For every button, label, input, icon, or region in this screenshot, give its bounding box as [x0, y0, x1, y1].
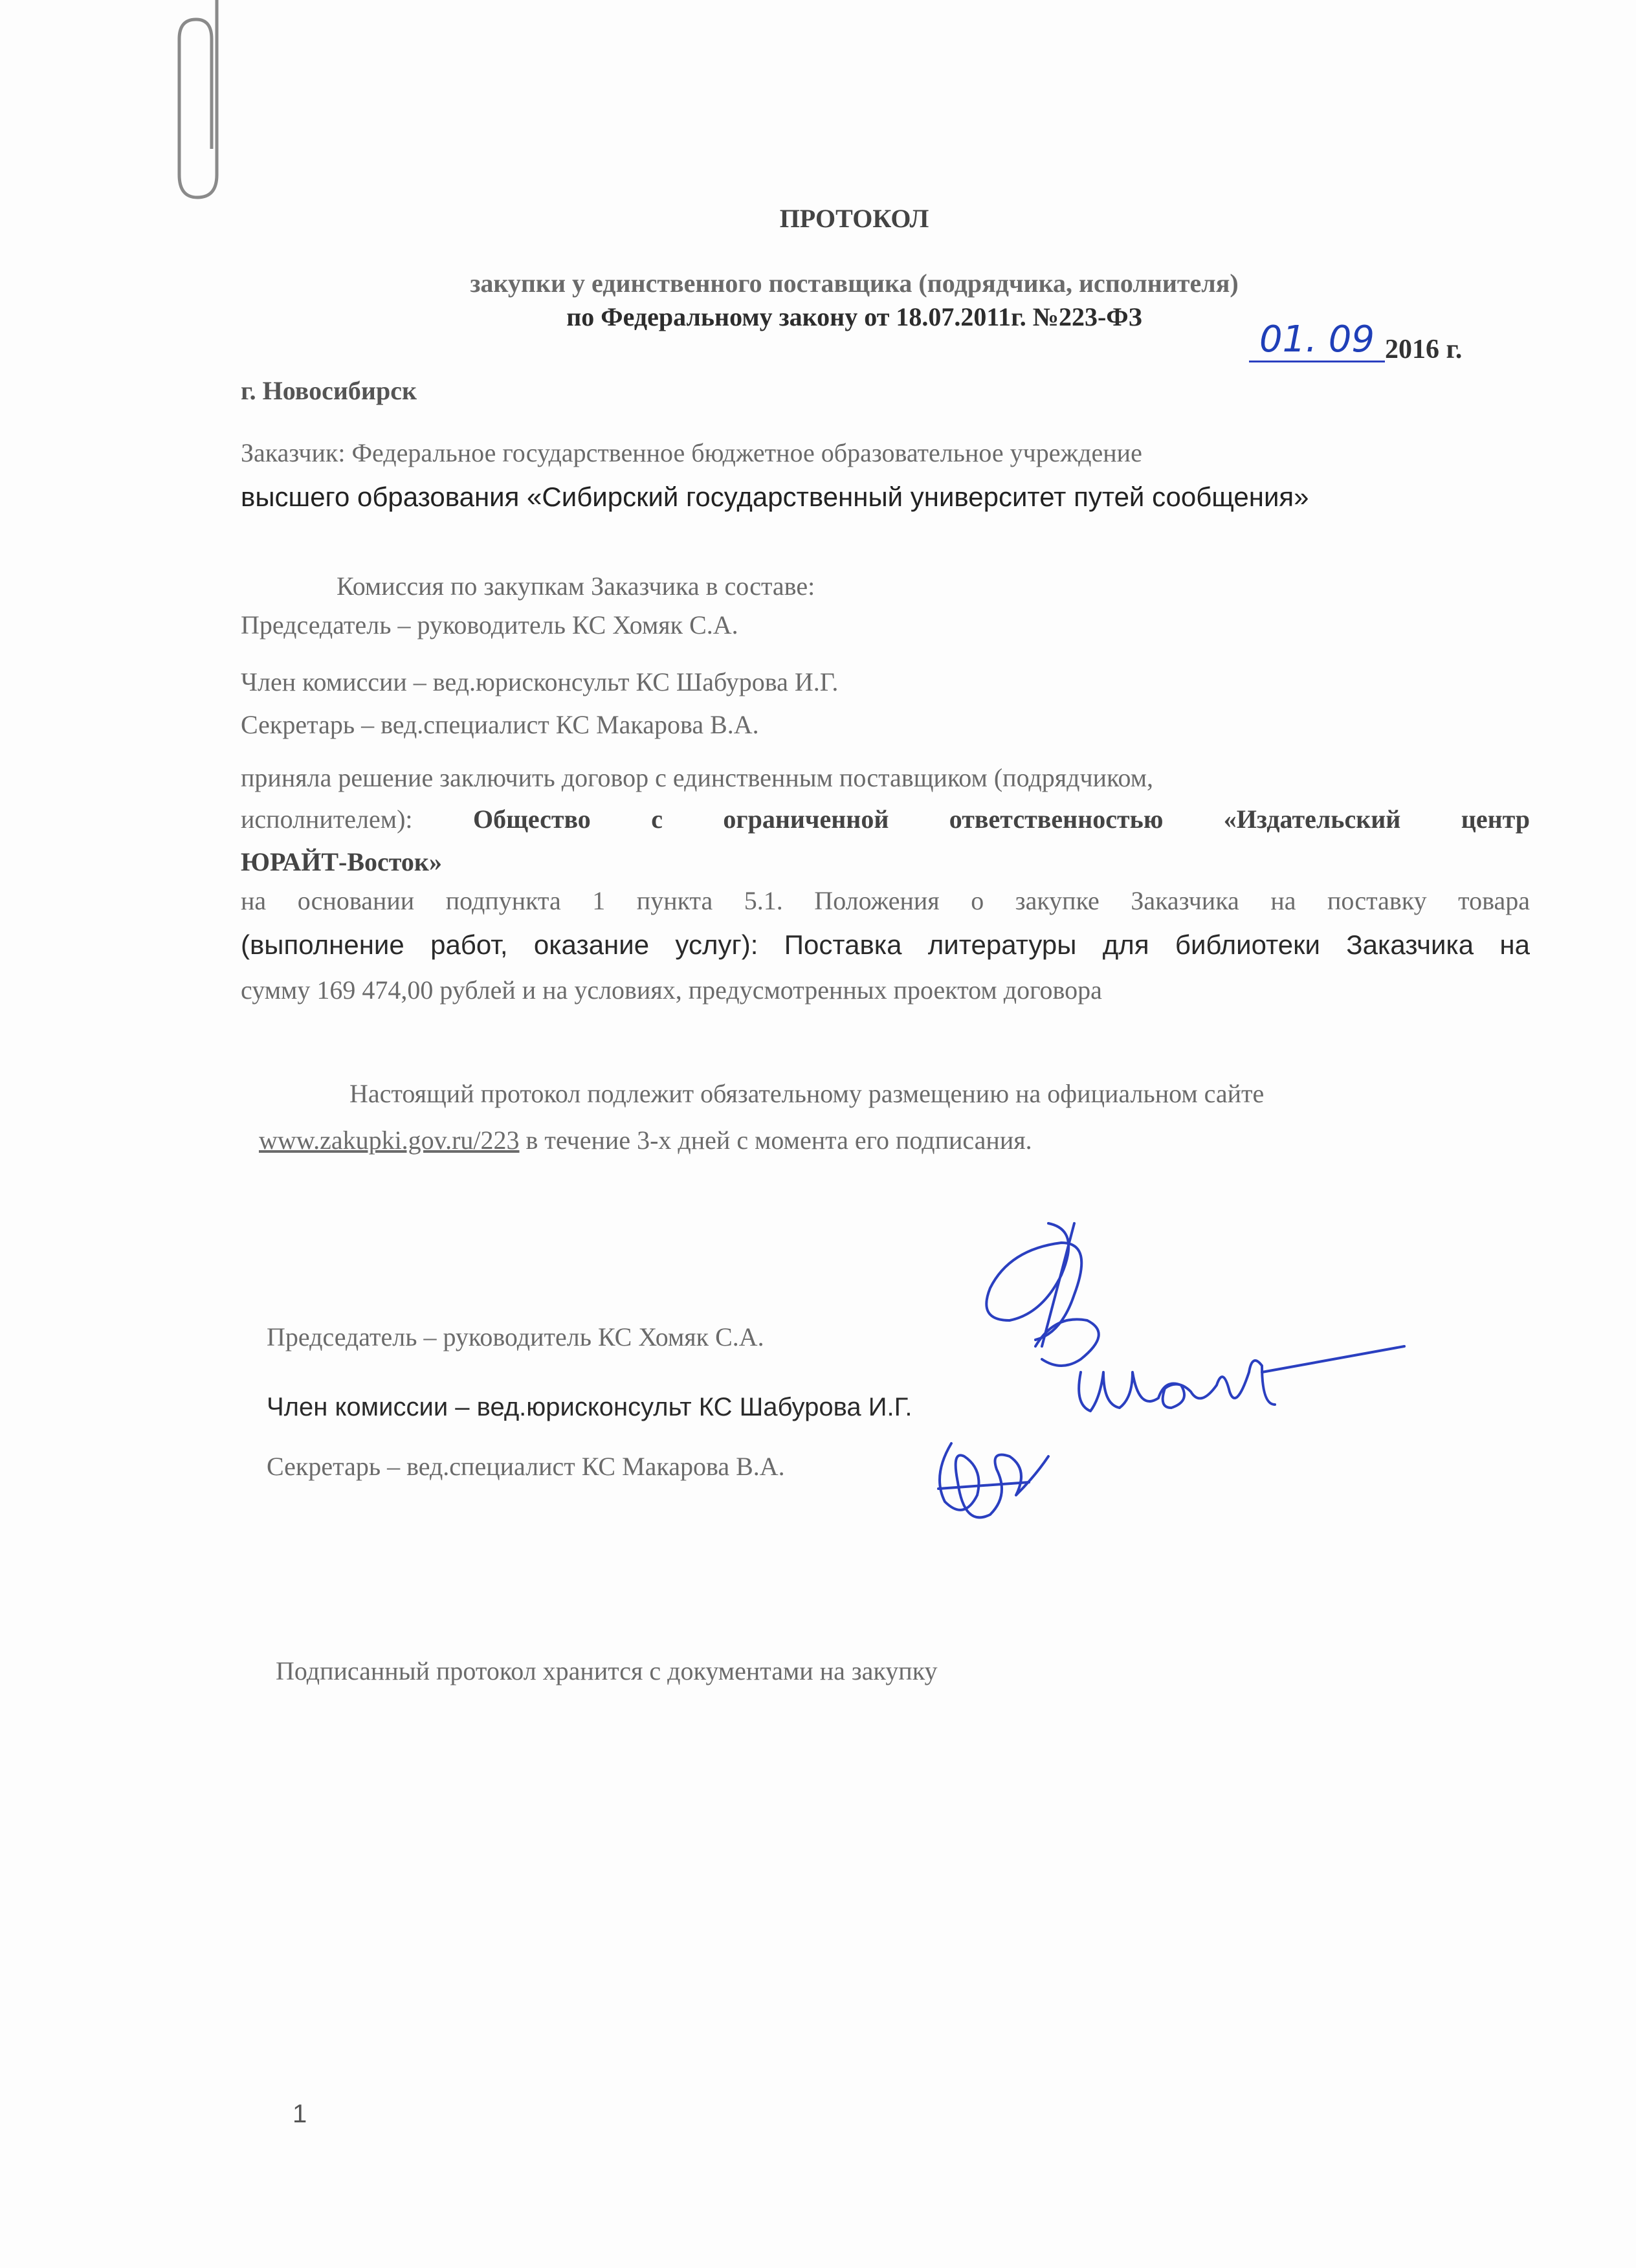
- decision-line-2: [241, 800, 1530, 839]
- zakupki-link[interactable]: www.zakupki.gov.ru/223: [259, 1126, 520, 1155]
- decision-amount: сумму 169 474,00 рублей и на условиях, предусмотренных проектом договора: [241, 975, 1102, 1005]
- customer-label: Заказчик:: [241, 438, 346, 467]
- city: г. Новосибирск: [241, 376, 417, 405]
- date-handwritten: 01. 09: [1249, 318, 1385, 362]
- decision-line-1: приняла решение заключить договор с единственным поставщиком (подрядчиком,: [241, 763, 1153, 792]
- page-number: 1: [293, 2100, 307, 2128]
- customer-line-1: [241, 434, 1530, 472]
- secretary-signature: [925, 1430, 1068, 1534]
- decision-line-2-start: исполнителем):: [241, 805, 413, 834]
- commission-member-3: Секретарь – вед.специалист КС Макарова В.А.: [241, 710, 759, 739]
- supplier-name: Общество с ограниченной ответственностью «Издательский центр: [472, 805, 1531, 834]
- paper-clip-icon: [178, 0, 256, 207]
- document-title: ПРОТОКОЛ: [779, 204, 929, 233]
- member-signature: [1068, 1346, 1411, 1430]
- publication-deadline: в течение 3-х дней с момента его подписания.: [519, 1126, 1032, 1155]
- customer-name-part-2: высшего образования «Сибирский государственный университет путей сообщения»: [241, 482, 1309, 512]
- signature-chairman: Председатель – руководитель КС Хомяк С.А.: [267, 1322, 764, 1351]
- decision-subject: (выполнение работ, оказание услуг): Поставка литературы для библиотеки Заказчика на: [241, 929, 1530, 960]
- signature-secretary: Секретарь – вед.специалист КС Макарова В.А.: [267, 1452, 785, 1481]
- law-reference: по Федеральному закону от 18.07.2011г. №223-ФЗ: [566, 302, 1142, 331]
- year: 2016 г.: [1385, 335, 1463, 364]
- commission-member-2: Член комиссии – вед.юрисконсульт КС Шабурова И.Г.: [241, 667, 839, 696]
- publication-line-2: [259, 1121, 1032, 1160]
- commission-intro: Комиссия по закупкам Заказчика в составе:: [337, 572, 815, 601]
- storage-note: Подписанный протокол хранится с документами на закупку: [276, 1656, 938, 1685]
- publication-line-1: Настоящий протокол подлежит обязательному размещению на официальном сайте: [349, 1079, 1265, 1108]
- commission-member-1: Председатель – руководитель КС Хомяк С.А.: [241, 610, 738, 639]
- signature-member: Член комиссии – вед.юрисконсульт КС Шабурова И.Г.: [267, 1393, 912, 1421]
- decision-basis: на основании подпункта 1 пункта 5.1. Положения о закупке Заказчика на поставку товара: [241, 886, 1530, 915]
- customer-name-part-1: Федеральное государственное бюджетное образовательное учреждение: [351, 438, 1142, 467]
- supplier-name-end: ЮРАЙТ-Восток»: [241, 847, 442, 876]
- document-subtitle: закупки у единственного поставщика (подрядчика, исполнителя): [470, 269, 1239, 298]
